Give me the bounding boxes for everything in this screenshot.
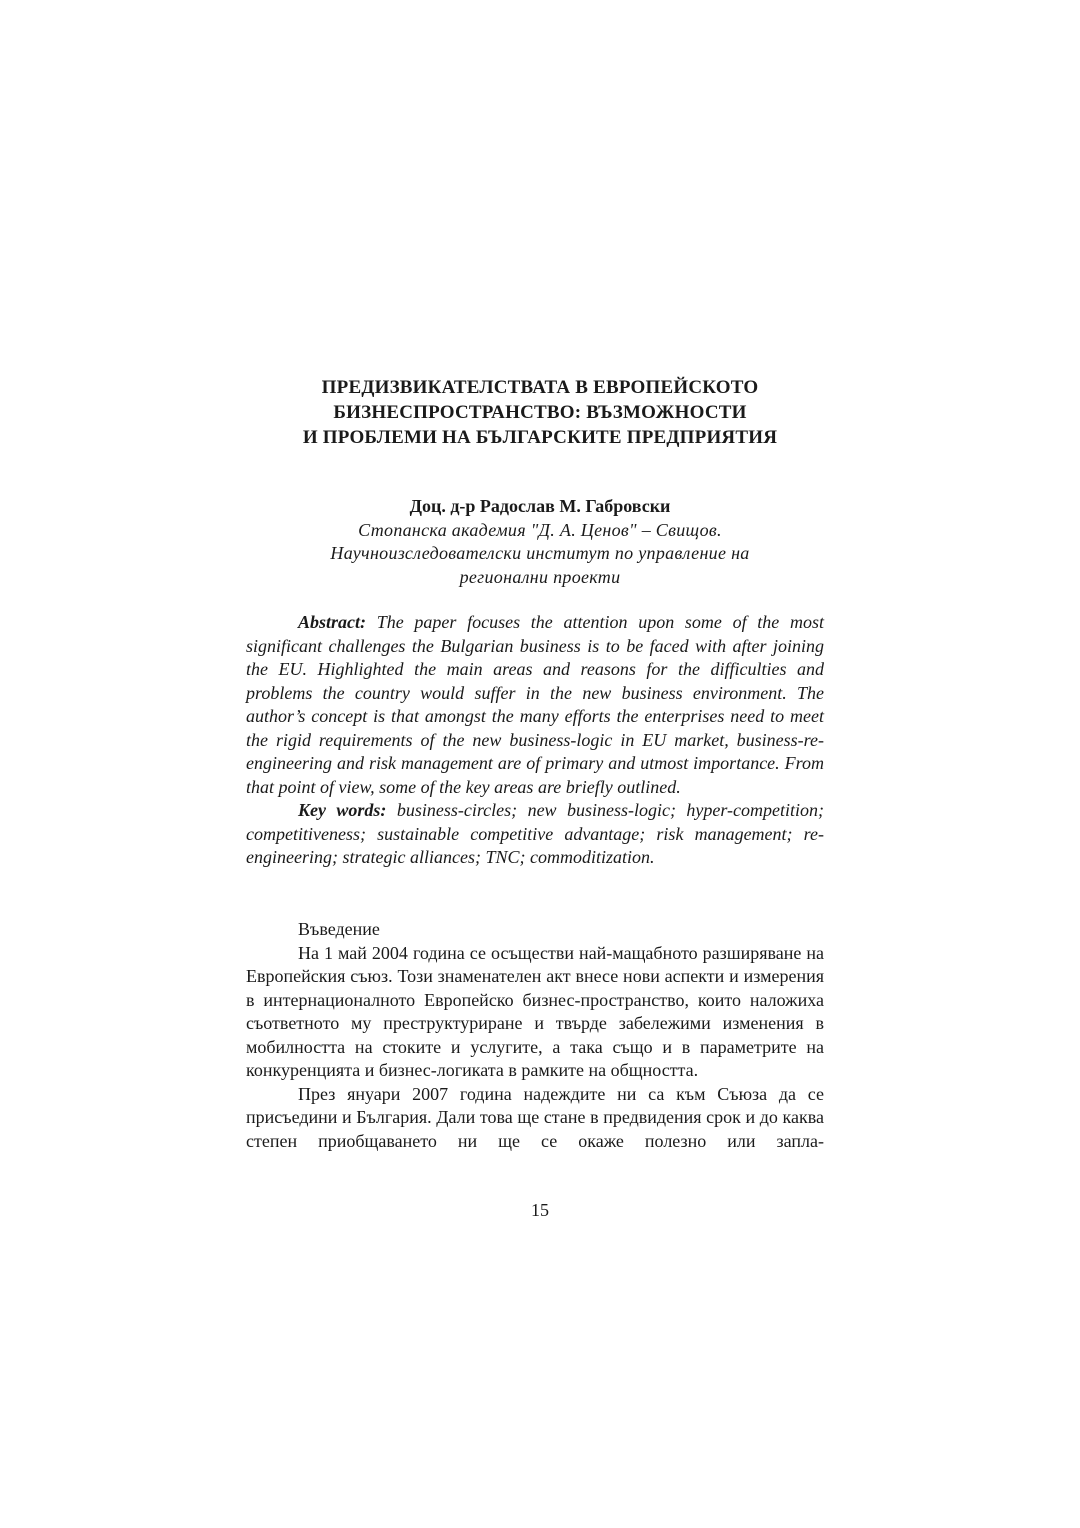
author-name: Доц. д-р Радослав М. Габровски xyxy=(409,496,671,516)
keywords-paragraph xyxy=(246,799,824,870)
abstract-section xyxy=(246,611,824,870)
title-line-3: И ПРОБЛЕМИ НА БЪЛГАРСКИТЕ ПРЕДПРИЯТИЯ xyxy=(302,427,778,448)
title-line-1: ПРЕДИЗВИКАТЕЛСТВАТА В ЕВРОПЕЙСКОТО xyxy=(321,377,759,398)
affiliation-line-2: Научноизследователски институт по управление на xyxy=(330,543,750,563)
introduction-heading: Въведение xyxy=(298,919,380,939)
abstract-label: Abstract: xyxy=(298,612,367,632)
introduction-section xyxy=(246,918,824,1153)
abstract-paragraph xyxy=(246,611,824,799)
paper-title xyxy=(200,375,880,450)
affiliation-line-1: Стопанска академия "Д. А. Ценов" – Свищов. xyxy=(358,519,722,540)
affiliation-line-3: регионални проекти xyxy=(459,566,621,587)
introduction-paragraph-2: През януари 2007 година надеждите ни са към Съюза да се присъедини и България. Дали това ще стане в предвидения срок и до каква степен приобщаването ни ще се окаже полезно или запла- xyxy=(246,1083,824,1151)
keywords-text: business-circles; new business-logic; hyper-competition; competitiveness; sustainable competitive advantage; risk management; re-engineering; strategic alliances; TNC; commoditization. xyxy=(246,800,824,867)
title-line-2: БИЗНЕСПРОСТРАНСТВО: ВЪЗМОЖНОСТИ xyxy=(333,402,747,423)
author-block xyxy=(200,495,880,589)
page-number: 15 xyxy=(531,1200,549,1220)
introduction-paragraph-1: На 1 май 2004 година се осъществи най-мащабното разширяване на Европейския съюз. Този знаменателен акт внесе нови аспекти и измерения в интернационалното Европейско бизнес-пространство, които наложиха съответното му преструктуриране и твърде забележими изменения в мобилността на стоките и услугите, а така също и в параметрите на конкуренцията и бизнес-логиката в рамките на общността. xyxy=(246,942,824,1080)
keywords-label: Key words: xyxy=(298,800,387,820)
abstract-text: The paper focuses the attention upon some of the most significant challenges the Bulgarian business is to be faced with after joining the EU. Highlighted the main areas and reasons for the difficulties and problems the country would suffer in the new business environment. The author’s concept is that amongst the many efforts the enterprises need to meet the rigid requirements of the new business-logic in EU market, business-re-engineering and risk management are of primary and utmost importance. From that point of view, some of the key areas are briefly outlined. xyxy=(246,612,824,797)
